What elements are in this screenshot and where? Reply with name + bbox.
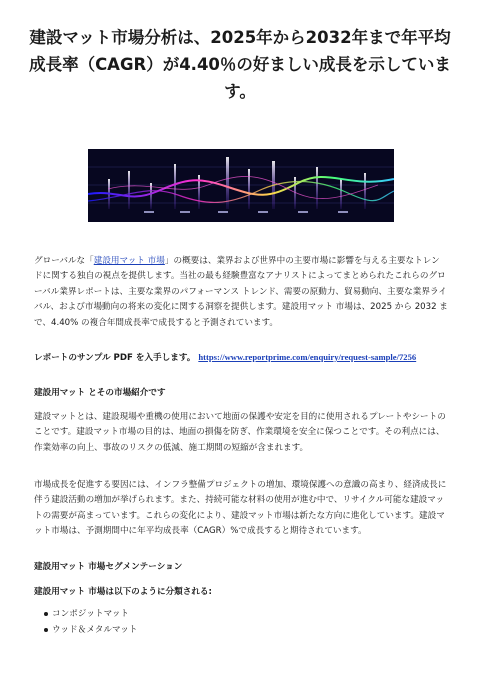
- intro-heading: 建設用マット とその市場紹介です: [34, 388, 166, 398]
- growth-paragraph: 市場成長を促進する要因には、インフラ整備プロジェクトの増加、環境保護への意識の高まり、経済成長に伴う建設活動の増加が挙げられます。また、持続可能な材料の使用が進む中で、リサイクル可能な建設マットの需要が高まっています。これらの変化により、建設マット市場は新たな方向に進化しています。建設マット市場は、予測期間中に年平均成長率（CAGR）%で成長すると期待されています。: [34, 480, 447, 537]
- banner-graphic: [88, 149, 394, 222]
- page-title: 建設マット市場分析は、2025年から2032年まで年平均成長率（CAGR）が4.40％の好ましい成長を示しています。: [29, 28, 451, 101]
- classification-heading: 建設用マット 市場は以下のように分類される:: [34, 587, 212, 597]
- definition-paragraph: 建設マットとは、建設現場や重機の使用において地面の保護や安定を目的に使用されるプレートやシートのことです。建設マット市場の目的は、地面の損傷を防ぎ、作業環境を安全に保つことです。その利点には、作業効率の向上、事故のリスクの低減、施工期間の短縮が含まれます。: [34, 412, 446, 453]
- type-list: [34, 606, 448, 638]
- intro-prefix: グローバルな「: [34, 256, 94, 266]
- sample-label: レポートのサンプル PDF を入手します。: [34, 353, 196, 363]
- intro-paragraph: [34, 254, 448, 331]
- segmentation-heading: 建設用マット 市場セグメンテーション: [34, 562, 183, 572]
- sample-request-paragraph: [34, 350, 448, 366]
- sample-request-link[interactable]: https://www.reportprime.com/enquiry/request-sample/7256: [198, 352, 417, 362]
- market-link[interactable]: 建設用マット 市場: [93, 256, 165, 266]
- market-chart-banner-image: [88, 149, 394, 222]
- list-item: ウッド＆メタルマット: [34, 622, 448, 638]
- intro-suffix: 」の概要は、業界および世界中の主要市場に影響を与える主要なトレンドに関する独自の視点を提供します。当社の最も経験豊富なアナリストによってまとめられたこれらのグローバル業界レポートは、主要な業界のパフォーマンス トレンド、需要の原動力、貿易動向、主要な業界ライバル、および市場動向の将来の変化に関する洞察を提供します。建設用マット 市場は、2025 から 2032 まで、4.40% の複合年間成長率で成長すると予測されています。: [34, 256, 448, 328]
- list-item: コンポジットマット: [34, 606, 448, 622]
